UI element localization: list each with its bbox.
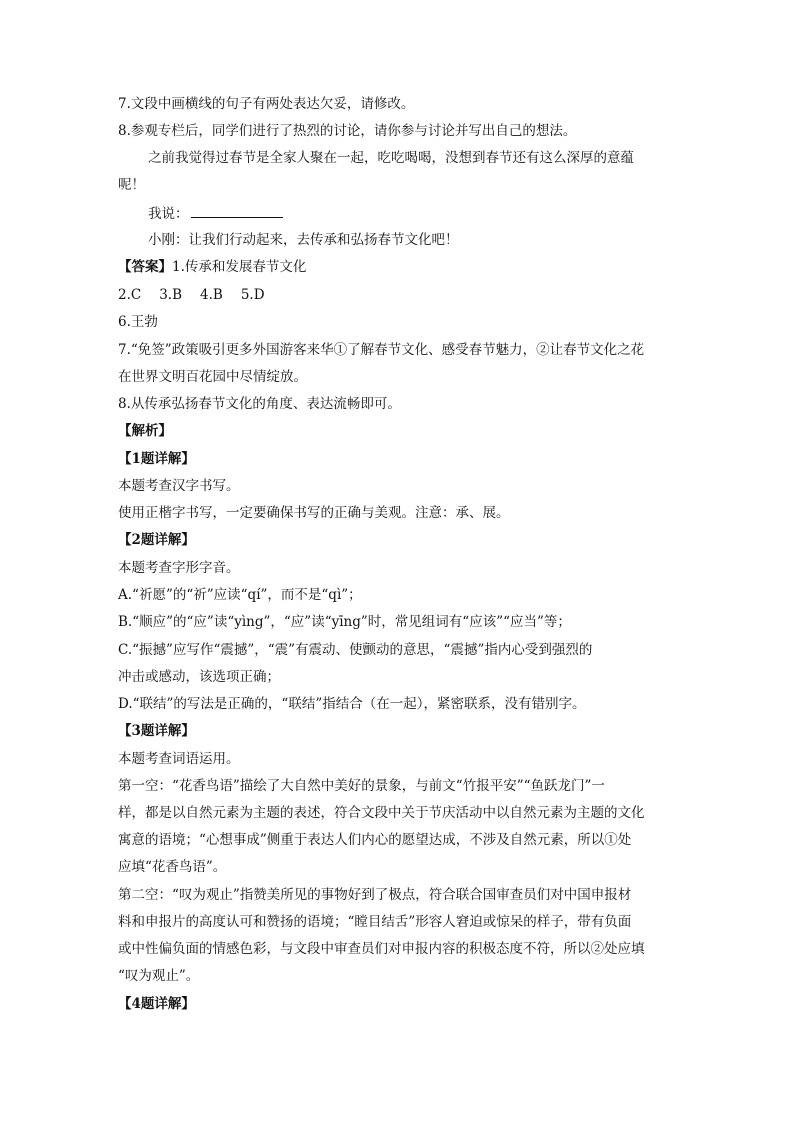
answer-7: 7.“免签”政策吸引更多外国游客来华①了解春节文化、感受春节魅力，②让春节文化之花 [118, 342, 645, 358]
quote-paragraph: 之前我觉得过春节是全家人聚在一起，吃吃喝喝，没想到春节还有这么深厚的意蕴 [148, 150, 634, 166]
q2-detail-heading: 【2题详解】 [118, 532, 195, 548]
question-8-text: 8.参观专栏后，同学们进行了热烈的讨论，请你参与讨论并写出自己的想法。 [118, 123, 577, 139]
q3-detail-heading: 【3题详解】 [118, 723, 195, 739]
quote-paragraph-end: 呢！ [118, 177, 145, 193]
answer-tag: 【答案】 [118, 259, 172, 275]
answer-line [118, 258, 678, 276]
answer-blank [191, 204, 283, 218]
q3-blank1-para-2: 样，都是以自然元素为主题的表述，符合文段中关于节庆活动中以自然元素为主题的文化 [118, 805, 645, 821]
q1-detail-text: 本题考查汉字书写。 [118, 478, 240, 494]
q2-option-d: D.“联结”的写法是正确的，“联结”指结合（在一起），紧密联系，没有错别字。 [118, 696, 586, 712]
answer-2: 2.C [118, 287, 142, 303]
answer-5: 5.D [240, 287, 265, 303]
q3-blank2-para-3: 或中性偏负面的情感色彩，与文段中审查员们对申报内容的积极态度不符，所以②处应填 [118, 941, 645, 957]
q2-option-c-cont: 冲击或感动，该选项正确； [118, 669, 280, 685]
q3-blank1-para-4: 应填“花香鸟语”。 [118, 859, 227, 875]
q2-detail-text: 本题考查字形字音。 [118, 560, 240, 576]
q1-detail-heading: 【1题详解】 [118, 451, 195, 467]
answer-prompt [148, 204, 678, 223]
answer-prompt-label: 我说： [148, 206, 189, 222]
q2-option-b: B.“顺应”的“应”读“yìng”，“应”读“yīng”时，常见组词有“应该”“应当”等； [118, 614, 571, 630]
analysis-heading: 【解析】 [118, 423, 172, 439]
q3-blank1-para: 第一空：“花香鸟语”描绘了大自然中美好的景象，与前文“竹报平安”“鱼跃龙门”一 [118, 778, 605, 794]
answer-2-5 [118, 286, 678, 304]
q3-detail-text: 本题考查词语运用。 [118, 751, 240, 767]
q1-detail-text-2: 使用正楷字书写，一定要确保书写的正确与美观。注意：承、展。 [118, 505, 510, 521]
q2-option-a: A.“祈愿”的“祈”应读“qí”，而不是“qì”； [118, 587, 362, 603]
q3-blank1-para-3: 寓意的语境；“心想事成”侧重于表达人们内心的愿望达成，不涉及自然元素，所以①处 [118, 832, 632, 848]
q4-detail-heading: 【4题详解】 [118, 996, 195, 1012]
answer-4: 4.B [200, 287, 223, 303]
q3-blank2-para-4: “叹为观止”。 [118, 968, 200, 984]
answer-7-cont: 在世界文明百花园中尽情绽放。 [118, 369, 307, 385]
q3-blank2-para: 第二空：“叹为观止”指赞美所见的事物好到了极点，符合联合国审查员们对中国申报材 [118, 887, 632, 903]
xiaogang-line: 小刚：让我们行动起来，去传承和弘扬春节文化吧！ [148, 232, 459, 248]
q2-option-c: C.“振撼”应写作“震撼”，“震”有震动、使颤动的意思，“震撼”指内心受到强烈的 [118, 642, 593, 658]
answer-3: 3.B [159, 287, 183, 303]
answer-6: 6.王勃 [118, 314, 158, 330]
answer-8: 8.从传承弘扬春节文化的角度、表达流畅即可。 [118, 396, 401, 412]
question-7-text: 7.文段中画横线的句子有两处表达欠妥，请修改。 [118, 96, 415, 112]
q3-blank2-para-2: 料和申报片的高度认可和赞扬的语境；“瞠目结舌”形容人窘迫或惊呆的样子，带有负面 [118, 914, 632, 930]
answer-1: 1.传承和发展春节文化 [172, 259, 307, 275]
